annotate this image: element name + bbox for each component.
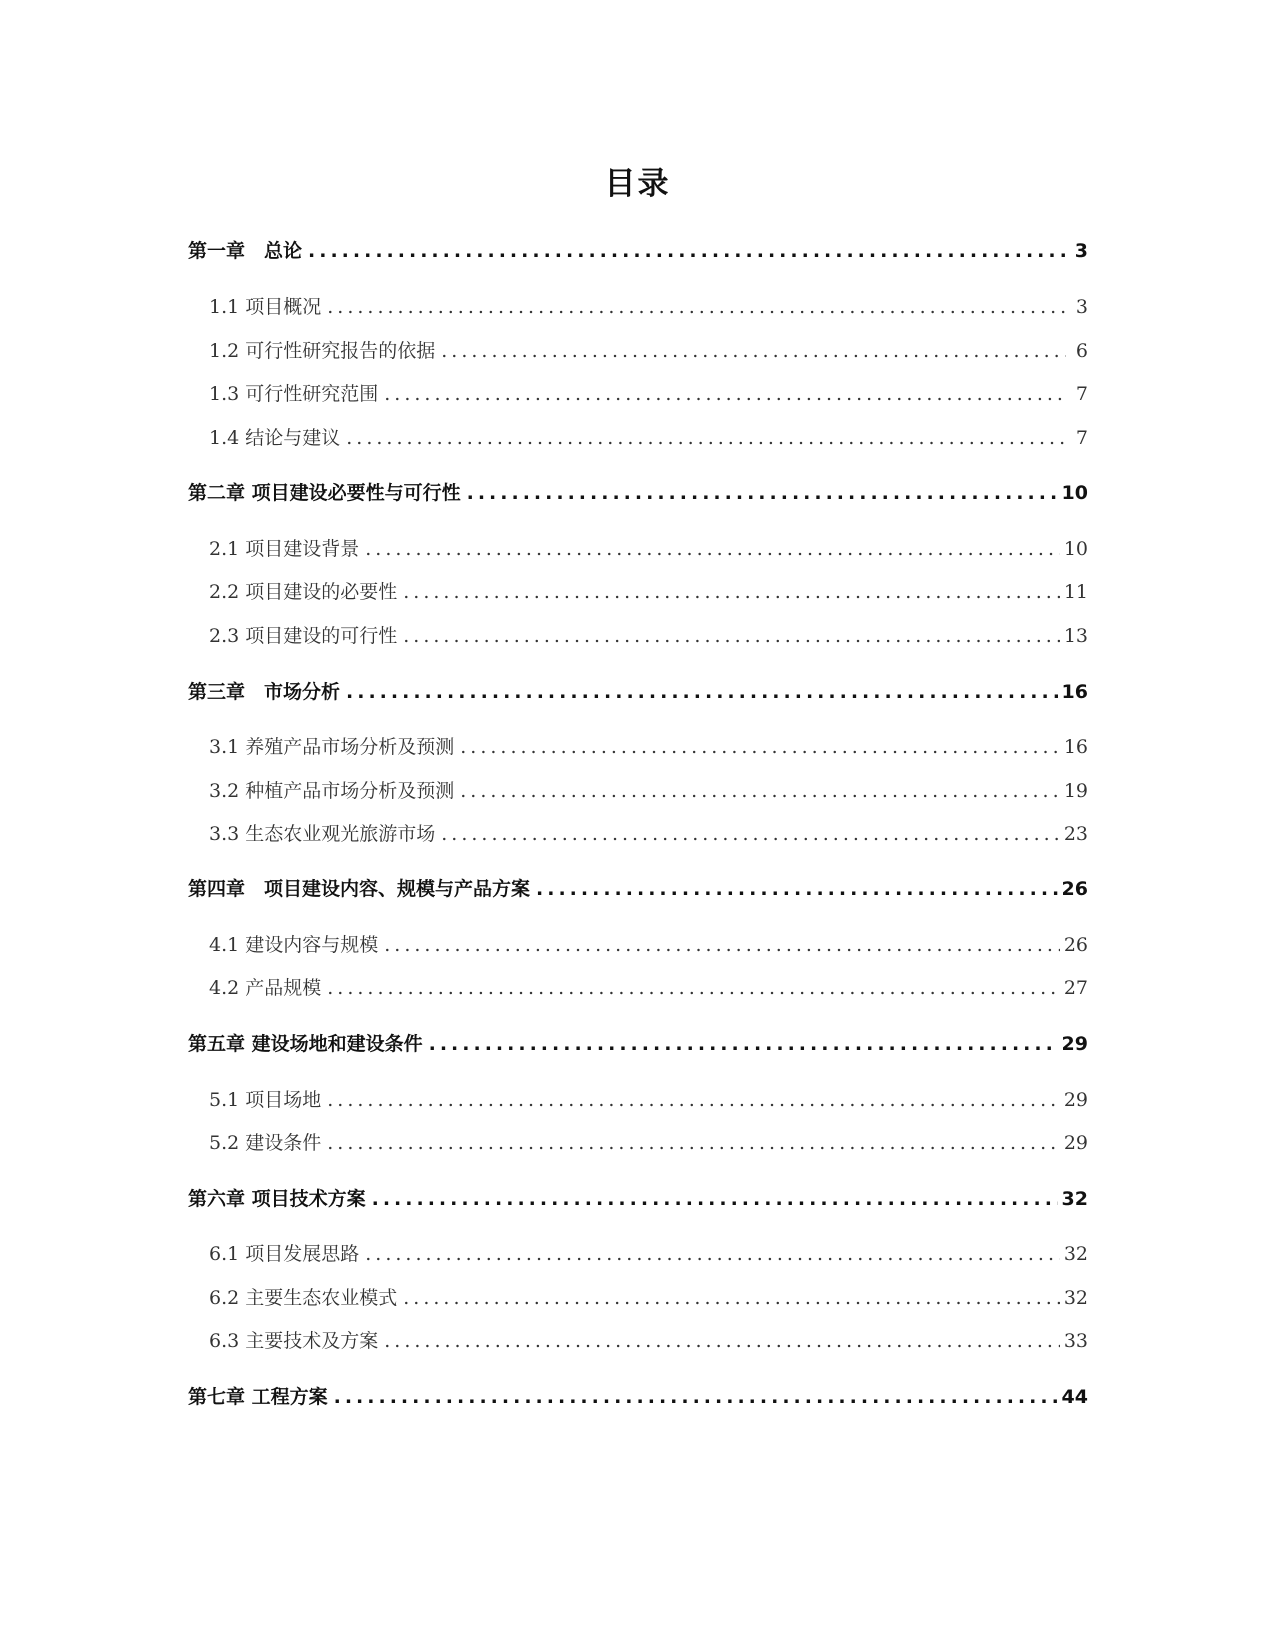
toc-page-number: 44 [1061, 1386, 1088, 1408]
toc-entry-label: 1.2 可行性研究报告的依据 [209, 340, 436, 362]
toc-dot-leader [429, 1033, 1058, 1055]
toc-page-number: 26 [1061, 878, 1088, 900]
toc-page-number: 3 [1074, 240, 1088, 262]
toc-section-1-3[interactable] [188, 379, 1088, 406]
toc-page-number: 32 [1063, 1243, 1088, 1265]
toc-dot-leader [327, 296, 1066, 318]
toc-chapter-6[interactable] [188, 1184, 1088, 1211]
toc-page-number: 32 [1063, 1287, 1088, 1309]
toc-entry-label: 第一章 总论 [188, 240, 303, 262]
toc-dot-leader [536, 878, 1058, 900]
toc-page-number: 32 [1061, 1188, 1088, 1210]
toc-chapter-1[interactable] [188, 236, 1088, 263]
toc-entry-label: 5.1 项目场地 [209, 1089, 322, 1111]
toc-page-number: 23 [1063, 823, 1088, 845]
toc-entry-label: 1.4 结论与建议 [209, 427, 341, 449]
toc-dot-leader [346, 681, 1058, 703]
toc-section-4-2[interactable] [188, 973, 1088, 1000]
toc-entry-label: 6.1 项目发展思路 [209, 1243, 360, 1265]
toc-entry-label: 3.1 养殖产品市场分析及预测 [209, 736, 455, 758]
toc-dot-leader [403, 625, 1060, 647]
toc-section-1-1[interactable] [188, 292, 1088, 319]
toc-page-number: 7 [1075, 383, 1088, 405]
toc-section-1-2[interactable] [188, 336, 1088, 363]
toc-dot-leader [460, 736, 1060, 758]
toc-dot-leader [384, 1330, 1060, 1352]
table-of-contents [188, 0, 1088, 1650]
toc-entry-label: 4.1 建设内容与规模 [209, 934, 379, 956]
toc-page-number: 26 [1063, 934, 1088, 956]
toc-entry-label: 6.3 主要技术及方案 [209, 1330, 379, 1352]
toc-dot-leader [441, 340, 1066, 362]
toc-chapter-5[interactable] [188, 1029, 1088, 1056]
toc-entry-label: 第四章 项目建设内容、规模与产品方案 [188, 878, 531, 900]
toc-dot-leader [372, 1188, 1058, 1210]
page-title: 目录 [604, 166, 671, 202]
toc-section-2-2[interactable] [188, 577, 1088, 604]
toc-page-number: 7 [1075, 427, 1088, 449]
toc-dot-leader [403, 1287, 1060, 1309]
toc-chapter-4[interactable] [188, 874, 1088, 901]
toc-dot-leader [334, 1386, 1058, 1408]
toc-entry-label: 第五章 建设场地和建设条件 [188, 1033, 423, 1055]
toc-section-5-1[interactable] [188, 1085, 1088, 1112]
toc-dot-leader [365, 1243, 1060, 1265]
toc-dot-leader [467, 482, 1058, 504]
toc-dot-leader [365, 538, 1060, 560]
toc-section-3-2[interactable] [188, 776, 1088, 803]
toc-page-number: 27 [1063, 977, 1088, 999]
toc-chapter-7[interactable] [188, 1382, 1088, 1409]
toc-entry-label: 5.2 建设条件 [209, 1132, 322, 1154]
toc-page-number: 16 [1061, 681, 1088, 703]
toc-dot-leader [327, 1089, 1060, 1111]
toc-dot-leader [441, 823, 1060, 845]
toc-chapter-2[interactable] [188, 478, 1088, 505]
toc-dot-leader [327, 1132, 1060, 1154]
toc-entry-label: 3.2 种植产品市场分析及预测 [209, 780, 455, 802]
toc-section-6-1[interactable] [188, 1239, 1088, 1266]
toc-entry-label: 2.1 项目建设背景 [209, 538, 360, 560]
toc-page-number: 29 [1063, 1132, 1088, 1154]
toc-dot-leader [308, 240, 1066, 262]
toc-page-number: 13 [1063, 625, 1088, 647]
toc-dot-leader [346, 427, 1066, 449]
toc-page-number: 19 [1063, 780, 1088, 802]
toc-section-1-4[interactable] [188, 423, 1088, 450]
toc-entry-label: 4.2 产品规模 [209, 977, 322, 999]
toc-entry-label: 6.2 主要生态农业模式 [209, 1287, 398, 1309]
toc-chapter-3[interactable] [188, 677, 1088, 704]
toc-section-2-3[interactable] [188, 621, 1088, 648]
toc-entry-label: 2.2 项目建设的必要性 [209, 581, 398, 603]
toc-section-2-1[interactable] [188, 534, 1088, 561]
toc-entry-label: 第七章 工程方案 [188, 1386, 328, 1408]
toc-section-3-3[interactable] [188, 819, 1088, 846]
toc-dot-leader [384, 934, 1060, 956]
toc-page-number: 16 [1063, 736, 1088, 758]
toc-section-6-2[interactable] [188, 1283, 1088, 1310]
toc-section-5-2[interactable] [188, 1128, 1088, 1155]
toc-page-number: 29 [1063, 1089, 1088, 1111]
toc-page-number: 33 [1063, 1330, 1088, 1352]
toc-dot-leader [384, 383, 1066, 405]
toc-entry-label: 第三章 市场分析 [188, 681, 341, 703]
toc-entry-label: 3.3 生态农业观光旅游市场 [209, 823, 436, 845]
toc-section-6-3[interactable] [188, 1326, 1088, 1353]
toc-page-number: 10 [1063, 538, 1088, 560]
toc-section-4-1[interactable] [188, 930, 1088, 957]
toc-page-number: 3 [1075, 296, 1088, 318]
toc-page-number: 11 [1063, 581, 1088, 603]
toc-dot-leader [460, 780, 1060, 802]
toc-section-3-1[interactable] [188, 732, 1088, 759]
toc-entry-label: 第六章 项目技术方案 [188, 1188, 366, 1210]
toc-entry-label: 1.3 可行性研究范围 [209, 383, 379, 405]
toc-page-number: 29 [1061, 1033, 1088, 1055]
toc-dot-leader [327, 977, 1060, 999]
toc-entry-label: 2.3 项目建设的可行性 [209, 625, 398, 647]
toc-dot-leader [403, 581, 1060, 603]
toc-page-number: 10 [1061, 482, 1088, 504]
toc-entry-label: 第二章 项目建设必要性与可行性 [188, 482, 461, 504]
toc-page-number: 6 [1075, 340, 1088, 362]
toc-entry-label: 1.1 项目概况 [209, 296, 322, 318]
